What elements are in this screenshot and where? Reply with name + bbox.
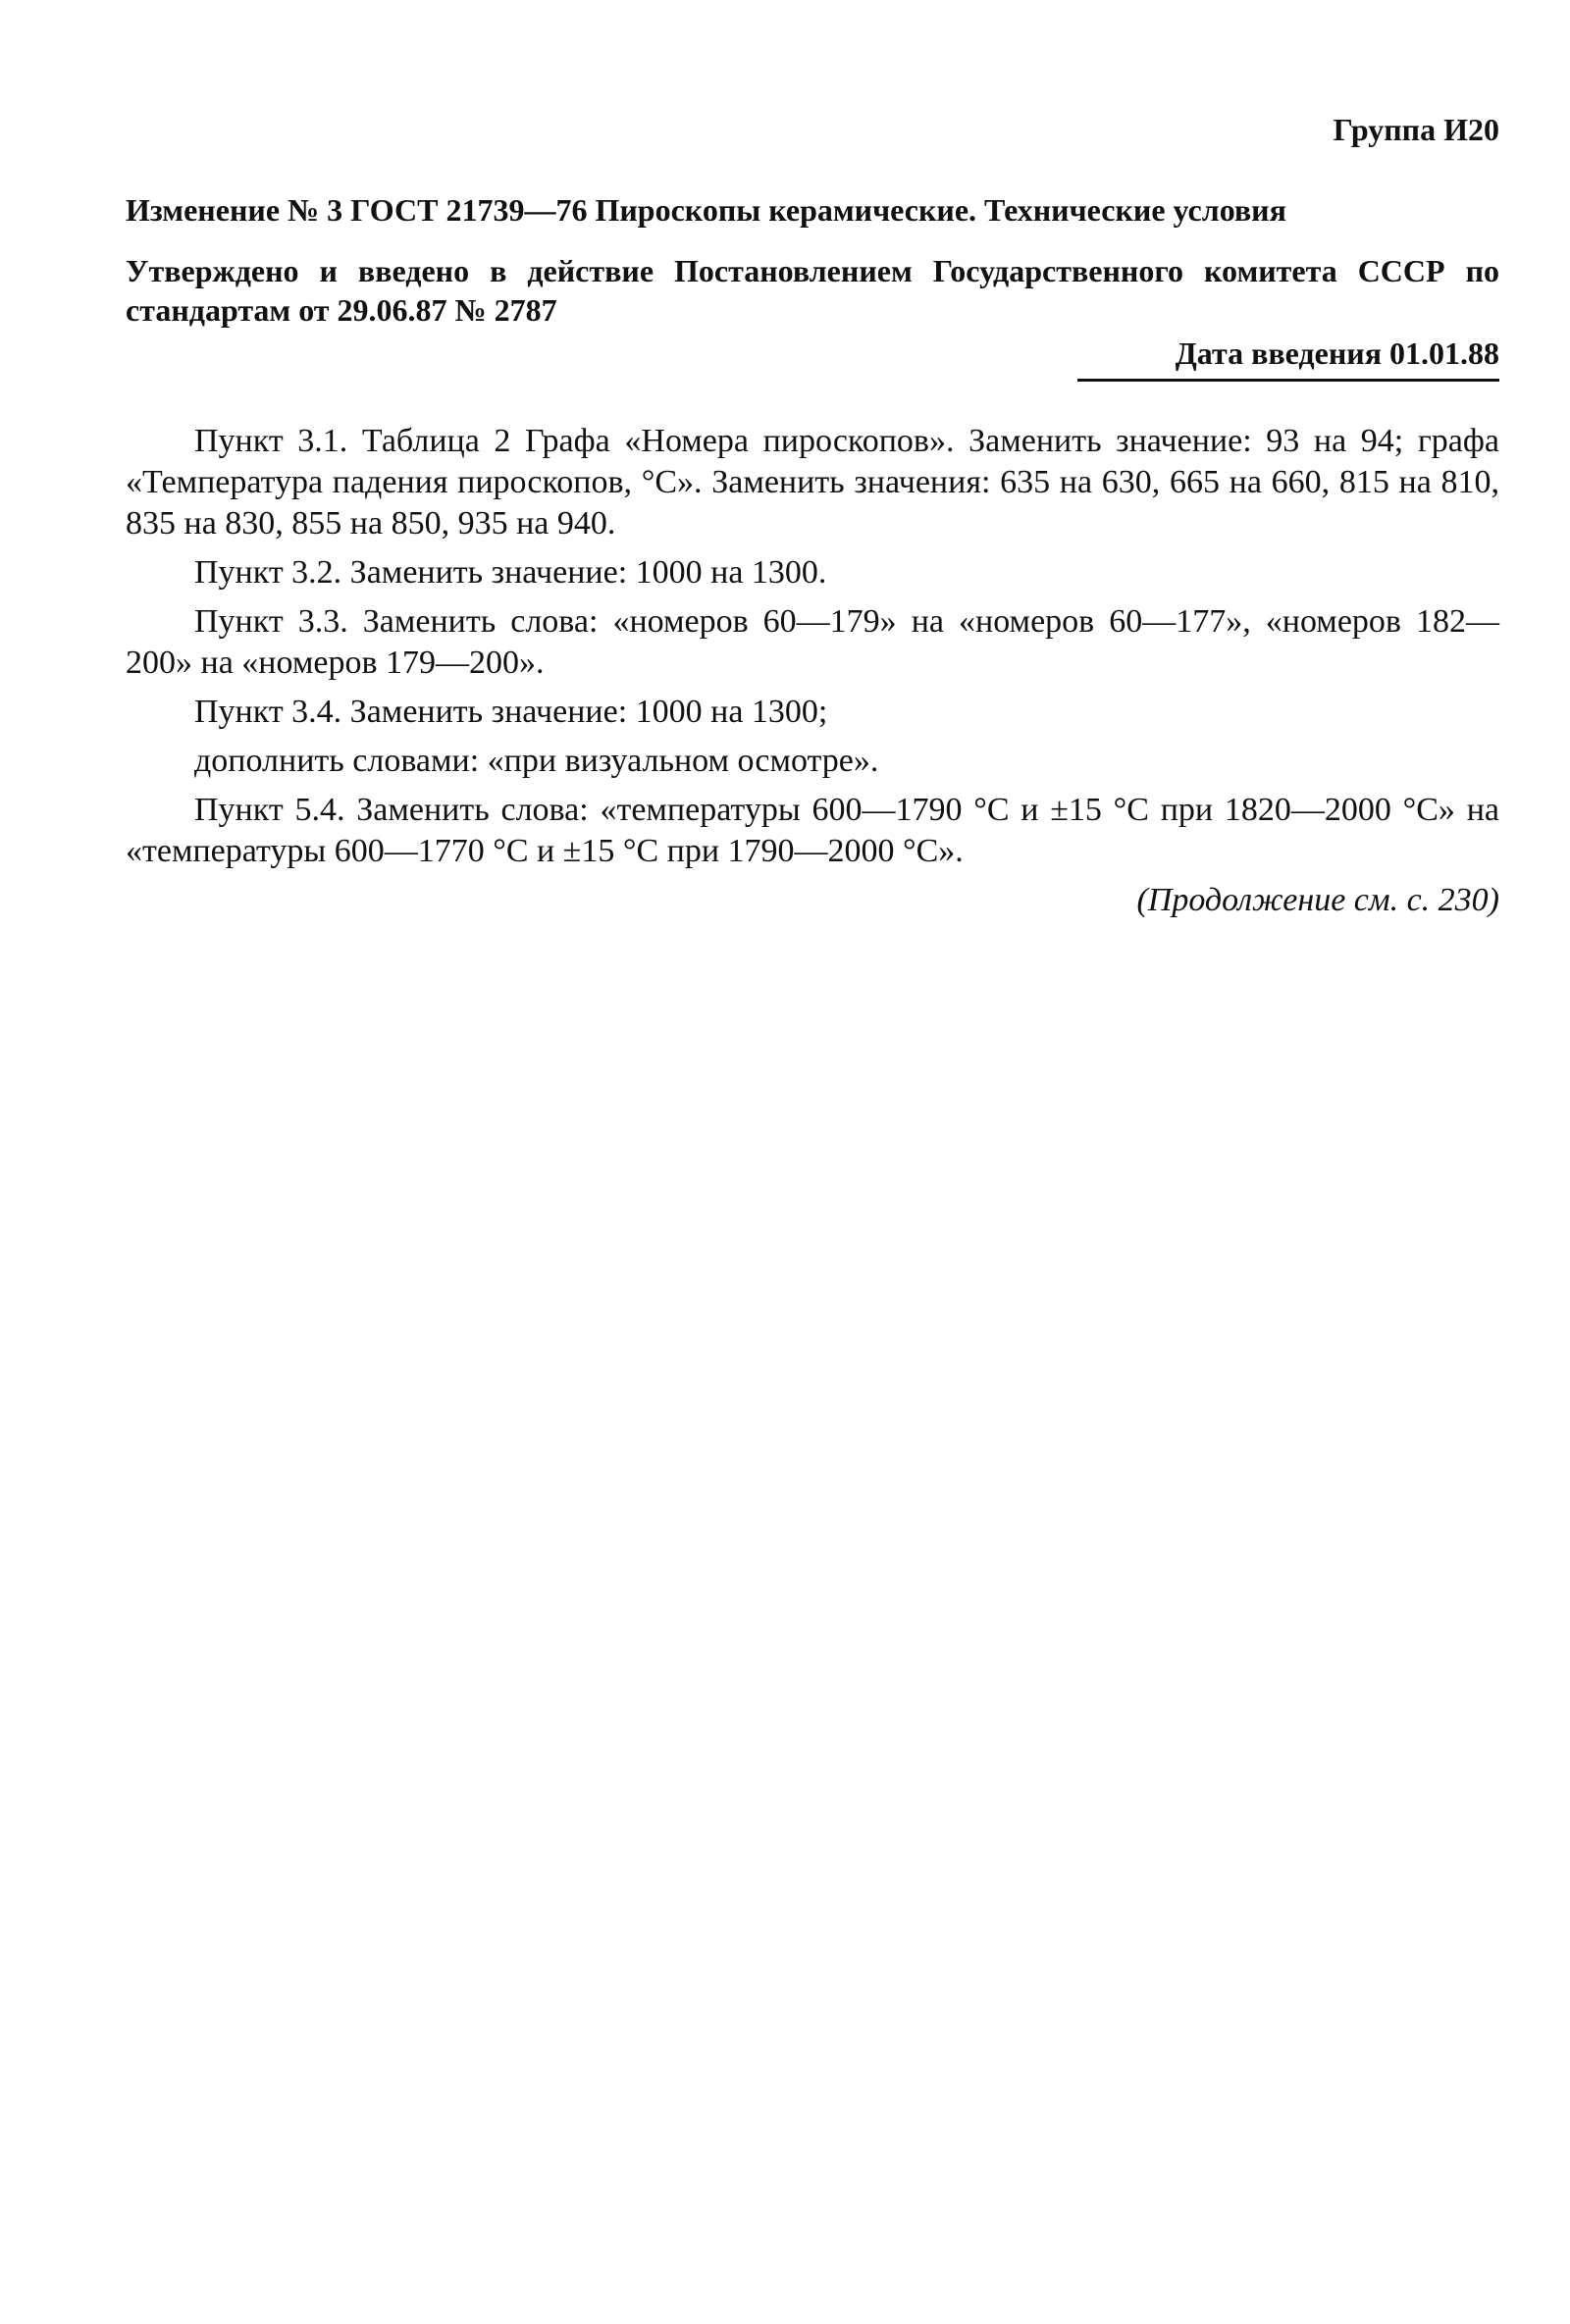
paragraph-3-4: Пункт 3.4. Заменить значение: 1000 на 1300;: [194, 694, 828, 730]
paragraph-3-1: Пункт 3.1. Таблица 2 Графа «Номера пироскопов». Заменить значение: 93 на 94; графа «Температура падения пироскопов, °С». Заменить значения: 635 на 630, 665 на 660, 815 на 810, 835 на 830, 855 на 850, 935 на 940.: [126, 423, 1499, 542]
group-code: Группа И20: [1333, 112, 1499, 147]
continuation-note: (Продолжение см. с. 230): [1136, 882, 1499, 918]
change-title: Изменение № 3 ГОСТ 21739—76 Пироскопы керамические. Технические условия: [126, 192, 1286, 228]
header-divider: [1077, 379, 1499, 382]
paragraph-5-4: Пункт 5.4. Заменить слова: «температуры 600—1790 °С и ±15 °С при 1820—2000 °С» на «температуры 600—1770 °С и ±15 °С при 1790—2000 °С».: [126, 792, 1499, 869]
document-page: [126, 108, 1499, 921]
introduction-date: Дата введения 01.01.88: [1175, 336, 1499, 371]
paragraph-3-3: Пункт 3.3. Заменить слова: «номеров 60—179» на «номеров 60—177», «номеров 182—200» на «номеров 179—200».: [126, 603, 1499, 681]
approval-statement: Утверждено и введено в действие Постановлением Государственного комитета СССР по стандартам от 29.06.87 № 2787: [126, 253, 1499, 328]
change-body: [126, 421, 1499, 872]
paragraph-3-2: Пункт 3.2. Заменить значение: 1000 на 1300.: [194, 554, 827, 591]
paragraph-3-4-addition: дополнить словами: «при визуальном осмотре».: [194, 743, 879, 779]
